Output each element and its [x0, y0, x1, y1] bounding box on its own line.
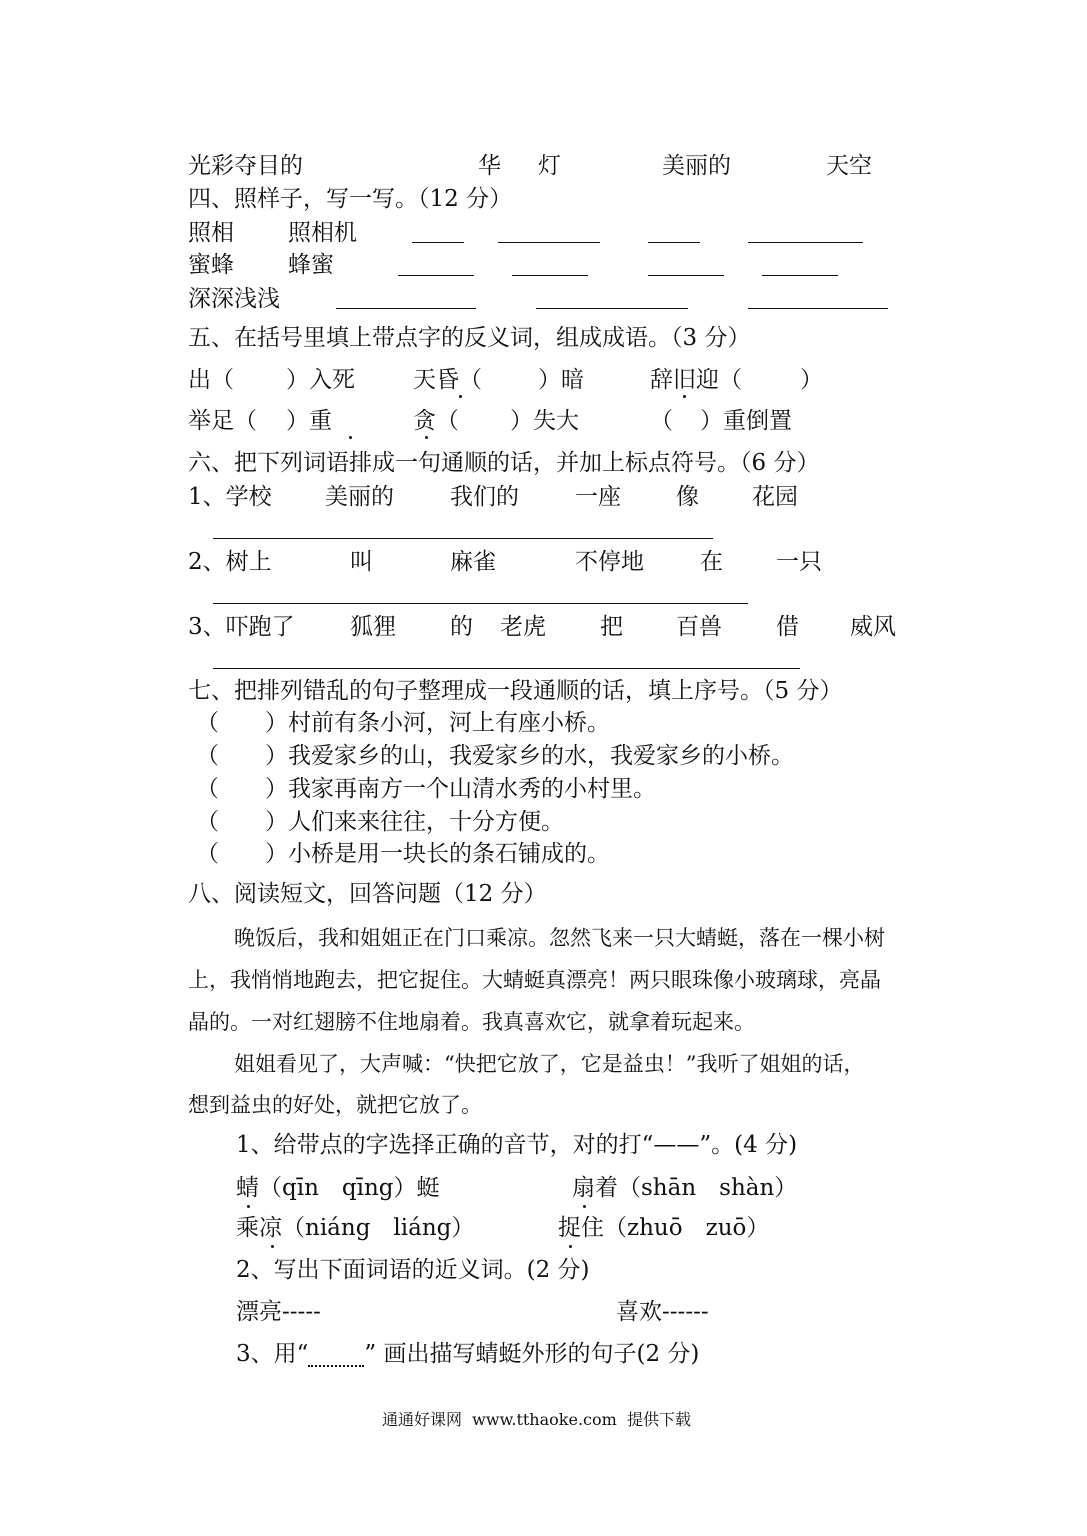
- s6-q3-w4: 老虎: [500, 614, 546, 640]
- emphasis-dot: [247, 1205, 250, 1208]
- answer-blank[interactable]: [648, 242, 700, 243]
- order-item: （ ）人们来来往往，十分方便。: [196, 809, 564, 835]
- idiom-1a: 出（: [188, 367, 234, 393]
- answer-blank[interactable]: [648, 275, 724, 276]
- s6-q2-w5: 在: [700, 549, 723, 575]
- idiom-4a: 举足（: [188, 408, 257, 434]
- s6-q1-w2: 美丽的: [325, 484, 394, 510]
- passage-line: 晶的。一对红翅膀不住地扇着。我真喜欢它，就拿着玩起来。: [188, 1010, 755, 1034]
- s6-q2-w1: 2、树上: [188, 549, 272, 575]
- s6-q3-w8: 威风: [850, 614, 896, 640]
- answer-blank[interactable]: [336, 308, 476, 309]
- wavy-underline-sample: [308, 1351, 364, 1367]
- question-1: 1、给带点的字选择正确的音节，对的打“——”。(4 分): [236, 1132, 798, 1158]
- pinyin-choice-3: 乘凉（niáng liáng）: [236, 1215, 475, 1241]
- passage-line: 姐姐看见了，大声喊：“快把它放了，它是益虫！”我听了姐姐的话，: [234, 1052, 865, 1076]
- idiom-2a: 天昏（: [413, 367, 482, 393]
- answer-blank[interactable]: [762, 275, 838, 276]
- s6-q3-w3: 的: [450, 614, 473, 640]
- phrase-2: 华: [478, 153, 501, 179]
- emphasis-dot: [271, 1245, 274, 1248]
- pinyin-choice-4: 捉住（zhuō zuō）: [558, 1215, 770, 1241]
- order-item: （ ）我家再南方一个山清水秀的小村里。: [196, 776, 656, 802]
- question-3-post: ” 画出描写蜻蜓外形的句子(2 分): [364, 1341, 700, 1367]
- section-7-title: 七、把排列错乱的句子整理成一段通顺的话，填上序号。（5 分）: [188, 678, 843, 704]
- order-item: （ ）村前有条小河，河上有座小桥。: [196, 710, 610, 736]
- s6-q3-w2: 狐狸: [350, 614, 396, 640]
- s6-q1-w3: 我们的: [450, 484, 519, 510]
- synonym-1: 漂亮-----: [236, 1299, 321, 1325]
- s6-q3-w1: 3、吓跑了: [188, 614, 295, 640]
- emphasis-dot: [349, 436, 352, 439]
- s4-row1-word: 照相: [188, 220, 234, 246]
- order-item: （ ）我爱家乡的山，我爱家乡的水，我爱家乡的小桥。: [196, 743, 794, 769]
- s6-q1-w5: 像: [676, 484, 699, 510]
- sentence-answer-line[interactable]: [213, 538, 713, 539]
- section-4-title: 四、照样子，写一写。（12 分）: [188, 186, 513, 212]
- phrase-1: 光彩夺目的: [188, 153, 303, 179]
- answer-blank[interactable]: [398, 275, 474, 276]
- phrase-5: 天空: [826, 153, 872, 179]
- section-5-title: 五、在括号里填上带点字的反义词，组成成语。（3 分）: [188, 325, 751, 351]
- emphasis-dot: [583, 1205, 586, 1208]
- idiom-4b: ）重: [286, 408, 332, 434]
- s4-row1-example: 照相机: [288, 220, 357, 246]
- pinyin-choice-1: 蜻（qīn qīng）蜓: [236, 1175, 440, 1201]
- s6-q2-w2: 叫: [350, 549, 373, 575]
- answer-blank[interactable]: [498, 242, 600, 243]
- idiom-6b: ）重倒置: [700, 408, 792, 434]
- s6-q3-w7: 借: [776, 614, 799, 640]
- s6-q3-w5: 把: [600, 614, 623, 640]
- sentence-answer-line[interactable]: [213, 603, 748, 604]
- s6-q2-w4: 不停地: [575, 549, 644, 575]
- idiom-1b: ）入死: [286, 367, 355, 393]
- answer-blank[interactable]: [412, 242, 464, 243]
- answer-blank[interactable]: [748, 308, 888, 309]
- idiom-5a: 贪（: [413, 408, 459, 434]
- passage-line: 晚饭后，我和姐姐正在门口乘凉。忽然飞来一只大蜻蜓，落在一棵小树: [234, 926, 885, 950]
- question-3-pre: 3、用“: [236, 1341, 309, 1367]
- emphasis-dot: [569, 1245, 572, 1248]
- section-8-title: 八、阅读短文，回答问题（12 分）: [188, 881, 547, 907]
- s6-q3-w6: 百兽: [676, 614, 722, 640]
- s6-q2-w6: 一只: [776, 549, 822, 575]
- passage-line: 上，我悄悄地跑去，把它捉住。大蜻蜓真漂亮！两只眼珠像小玻璃球，亮晶: [188, 968, 881, 992]
- answer-blank[interactable]: [512, 275, 588, 276]
- question-2: 2、写出下面词语的近义词。(2 分): [236, 1257, 590, 1283]
- idiom-3a: 辞旧迎（: [650, 367, 742, 393]
- footer-credit: 通通好课网 www.tthaoke.com 提供下载: [382, 1410, 691, 1429]
- s6-q1-w1: 1、学校: [188, 484, 272, 510]
- idiom-3b: ）: [800, 367, 823, 393]
- answer-blank[interactable]: [748, 242, 863, 243]
- s4-row2-word: 蜜蜂: [188, 252, 234, 278]
- s4-row2-example: 蜂蜜: [288, 252, 334, 278]
- s6-q2-w3: 麻雀: [450, 549, 496, 575]
- section-6-title: 六、把下列词语排成一句通顺的话，并加上标点符号。（6 分）: [188, 450, 820, 476]
- s6-q1-w6: 花园: [752, 484, 798, 510]
- idiom-5b: ）失大: [510, 408, 579, 434]
- passage-line: 想到益虫的好处，就把它放了。: [188, 1093, 482, 1117]
- question-3: [236, 1340, 699, 1368]
- s6-q1-w4: 一座: [575, 484, 621, 510]
- order-item: （ ）小桥是用一块长的条石铺成的。: [196, 841, 610, 867]
- idiom-2b: ）暗: [538, 367, 584, 393]
- emphasis-dot: [425, 436, 428, 439]
- emphasis-dot: [459, 395, 462, 398]
- s4-row3-word: 深深浅浅: [188, 286, 280, 312]
- phrase-3: 灯: [538, 153, 561, 179]
- sentence-answer-line[interactable]: [213, 668, 800, 669]
- answer-blank[interactable]: [536, 308, 688, 309]
- idiom-6a: （: [650, 408, 673, 434]
- phrase-4: 美丽的: [662, 153, 731, 179]
- synonym-2: 喜欢------: [616, 1299, 709, 1325]
- pinyin-choice-2: 扇着（shān shàn）: [572, 1175, 798, 1201]
- emphasis-dot: [683, 395, 686, 398]
